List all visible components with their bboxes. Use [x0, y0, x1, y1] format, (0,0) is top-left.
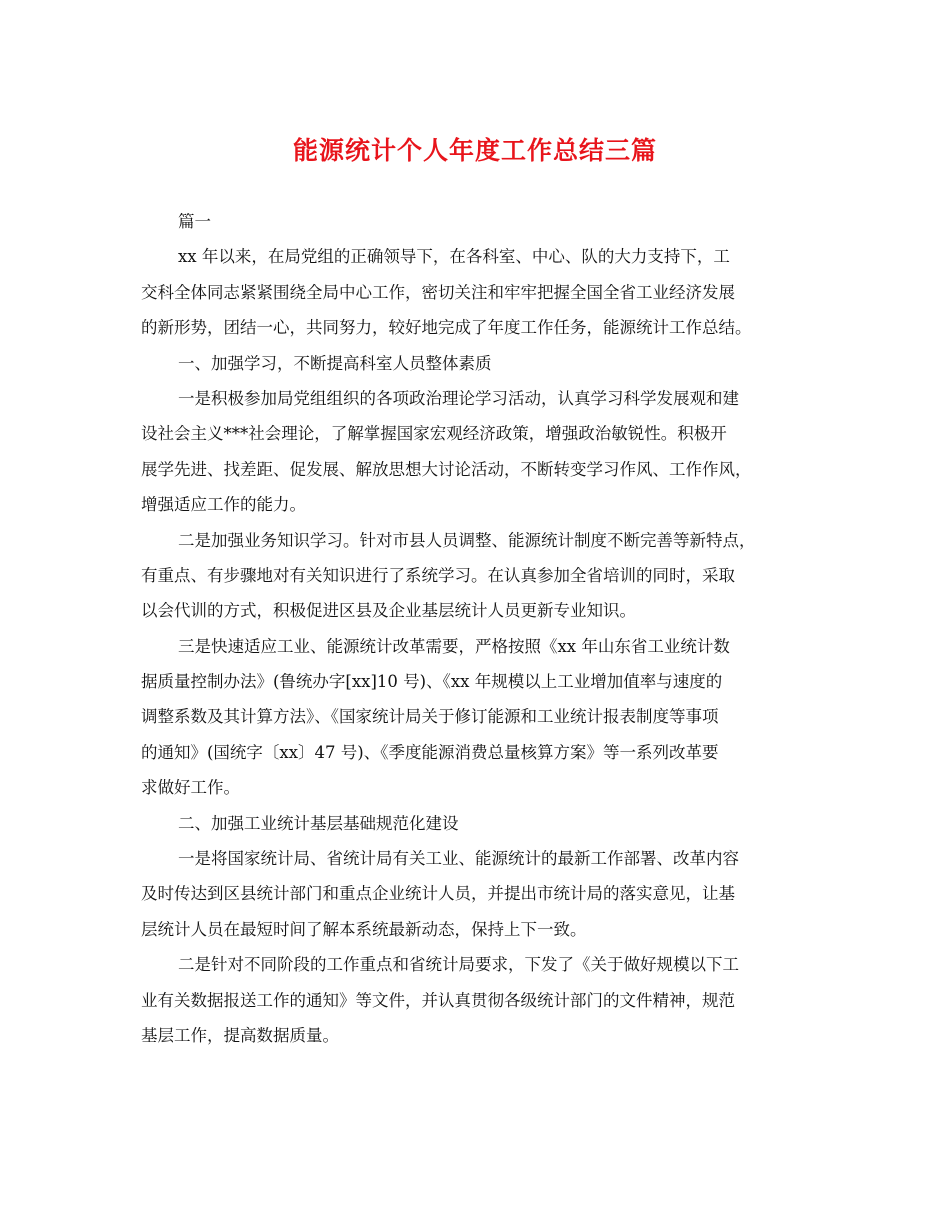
text-line: xx 年以来，在局党组的正确领导下，在各科室、中心、队的大力支持下，工	[178, 247, 730, 267]
text-line: 交科全体同志紧紧围绕全局中心工作，密切关注和牢牢把握全国全省工业经济发展	[141, 282, 735, 302]
text-line: 一、加强学习，不断提高科室人员整体素质	[178, 353, 492, 373]
text-line: 三是快速适应工业、能源统计改革需要，严格按照《xx 年山东省工业统计数	[178, 636, 730, 656]
text-line: 二、加强工业统计基层基础规范化建设	[178, 813, 459, 833]
text-line: 的通知》(国统字〔xx〕47 号)、《季度能源消费总量核算方案》等一系列改革要	[141, 742, 719, 762]
text-line: 一是积极参加局党组组织的各项政治理论学习活动，认真学习科学发展观和建	[178, 388, 739, 408]
text-line: 及时传达到区县统计部门和重点企业统计人员，并提出市统计局的落实意见，让基	[141, 884, 735, 904]
text-line: 求做好工作。	[141, 778, 240, 798]
text-line: 以会代训的方式，积极促进区县及企业基层统计人员更新专业知识。	[141, 601, 636, 621]
text-line: 有重点、有步骤地对有关知识进行了系统学习。在认真参加全省培训的同时，采取	[141, 565, 735, 585]
text-line: 一是将国家统计局、省统计局有关工业、能源统计的最新工作部署、改革内容	[178, 849, 739, 869]
text-line: 二是加强业务知识学习。针对市县人员调整、能源统计制度不断完善等新特点，	[178, 530, 756, 550]
document-title: 能源统计个人年度工作总结三篇	[292, 136, 657, 165]
document-body	[141, 204, 809, 1053]
text-line: 基层工作，提高数据质量。	[141, 1025, 339, 1045]
text-line: 业有关数据报送工作的通知》等文件，并认真贯彻各级统计部门的文件精神，规范	[141, 990, 735, 1010]
text-line: 展学先进、找差距、促发展、解放思想大讨论活动，不断转变学习作风、工作作风，	[141, 459, 752, 479]
text-line: 二是针对不同阶段的工作重点和省统计局要求，下发了《关于做好规模以下工	[178, 955, 739, 975]
text-line: 调整系数及其计算方法》、《国家统计局关于修订能源和工业统计报表制度等事项	[141, 707, 719, 727]
text-line: 设社会主义***社会理论，了解掌握国家宏观经济政策，增强政治敏锐性。积极开	[141, 424, 727, 444]
text-line: 增强适应工作的能力。	[141, 495, 306, 515]
text-line: 的新形势，团结一心，共同努力，较好地完成了年度工作任务，能源统计工作总结。	[141, 318, 752, 338]
text-line: 篇一	[178, 212, 211, 231]
text-line: 层统计人员在最短时间了解本系统最新动态，保持上下一致。	[141, 919, 587, 939]
text-line: 据质量控制办法》(鲁统办字[xx]10 号)、《xx 年规模以上工业增加值率与速度的	[141, 672, 723, 692]
